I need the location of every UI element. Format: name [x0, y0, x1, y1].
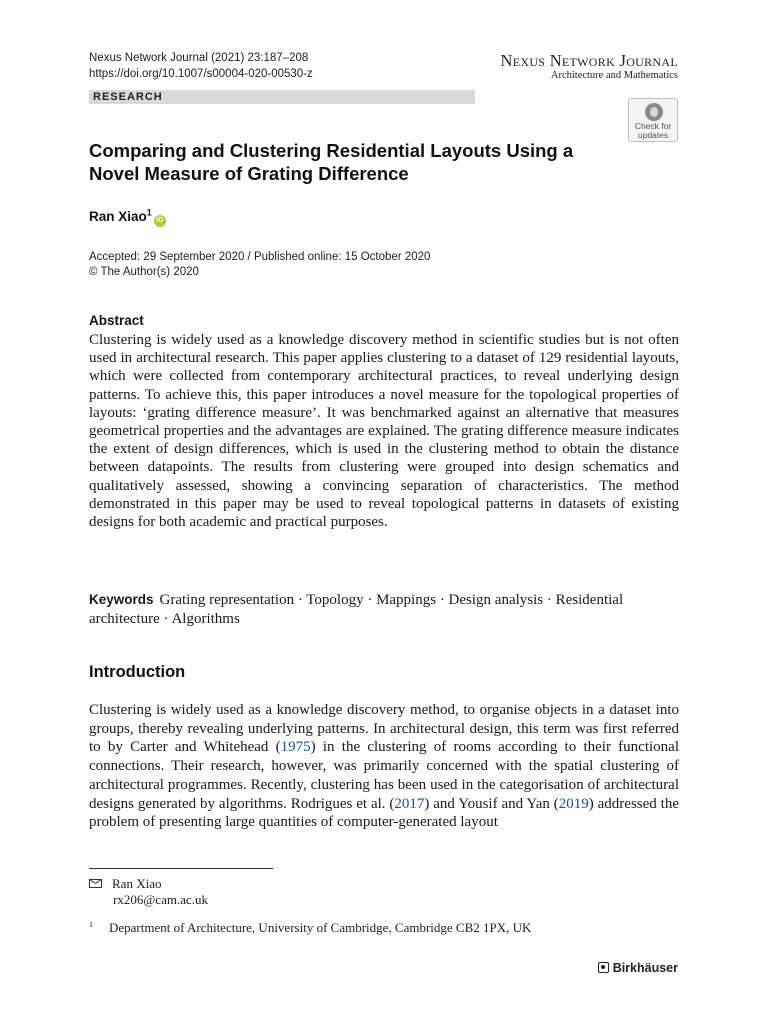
contact-name: Ran Xiao: [112, 876, 162, 891]
contact-email[interactable]: rx206@cam.ac.uk: [113, 892, 208, 907]
orcid-icon[interactable]: iD: [154, 215, 166, 227]
corresponding-author-footnote: [89, 876, 679, 908]
journal-masthead: [501, 52, 678, 82]
footnote-divider: [89, 868, 273, 869]
check-for-updates-label: Check for updates: [634, 121, 672, 140]
journal-citation: Nexus Network Journal (2021) 23:187–208: [89, 52, 309, 64]
author-affiliation-mark: 1: [146, 207, 152, 218]
intro-text-part: ) addressed the problem of presenting large quantities of computer-generated layout: [89, 795, 679, 831]
author-name[interactable]: Ran Xiao: [89, 209, 147, 224]
introduction-heading: Introduction: [89, 663, 186, 681]
envelope-icon: [89, 879, 102, 888]
keywords-label: Keywords: [89, 592, 154, 607]
affiliation-text: Department of Architecture, University of Cambridge, Cambridge CB2 1PX, UK: [109, 920, 532, 935]
keywords-list: Grating representation · Topology · Mappings · Design analysis · Residential architecture · Algorithms: [89, 592, 624, 627]
citation-link[interactable]: 2019: [558, 795, 589, 812]
journal-citation-block: [89, 50, 313, 82]
publication-dates-block: [89, 250, 430, 280]
affiliation-footnote: [89, 920, 679, 936]
check-for-updates-button[interactable]: [628, 98, 678, 142]
check-for-updates-icon: [645, 103, 663, 121]
abstract-text: Clustering is widely used as a knowledge discovery method in scientific studies but is not often used in architectural research. This paper applies clustering to a dataset of 129 residential layouts, which were collected from contemporary architectural practices, to reveal underlying design patterns. To achieve this, this paper introduces a novel measure for the topological properties of layouts: ‘grating difference measure’. It was benchmarked against an alternative that measures geometrical properties and the advantages are explained. The grating difference measure indicates the extent of design differences, which is used in the clustering method to obtain the distance between datapoints. The results from clustering were grouped into design schematics and qualitatively assessed, showing a convincing separation of characteristics. The method demonstrated in this paper may be used to reveal topological patterns in datasets of existing designs for both academic and practical purposes.: [89, 332, 679, 531]
publication-dates: Accepted: 29 September 2020 / Published online: 15 October 2020: [89, 251, 431, 263]
copyright-notice: © The Author(s) 2020: [89, 266, 199, 278]
publisher-name: Birkhäuser: [612, 961, 678, 975]
publisher-icon: [598, 962, 609, 973]
author-line: [89, 208, 166, 227]
introduction-paragraph: [89, 701, 679, 832]
intro-text-part: Clustering is widely used as a knowledge discovery method, to organise objects in a dataset into groups, thereby revealing underlying patterns. In architectural design, this term was first referred to by Carter and Whitehead (: [89, 702, 679, 756]
citation-link[interactable]: 1975: [280, 739, 311, 756]
abstract-heading: Abstract: [89, 313, 144, 328]
journal-name: Nexus Network Journal: [500, 51, 678, 70]
doi-link[interactable]: https://doi.org/10.1007/s00004-020-00530-z: [89, 68, 313, 80]
publisher-logo: [598, 960, 678, 976]
affiliation-mark: 1: [89, 919, 93, 929]
journal-subtitle: Architecture and Mathematics: [550, 70, 678, 81]
keywords-block: [89, 590, 679, 629]
article-title: Comparing and Clustering Residential Layouts Using a Novel Measure of Grating Difference: [89, 140, 574, 184]
article-type-bar: [89, 90, 475, 104]
intro-text-part: ) and Yousif and Yan (: [424, 795, 559, 812]
citation-link[interactable]: 2017: [394, 795, 425, 812]
intro-text-part: ) in the clustering of rooms according to their functional connections. Their research, however, was primarily concerned with the spatial clustering of architectural programmes. Recently, clustering has been used in the categorisation of architectural designs generated by algorithms. Rodrigues et al. (: [89, 739, 679, 812]
article-type-label: RESEARCH: [93, 91, 163, 103]
